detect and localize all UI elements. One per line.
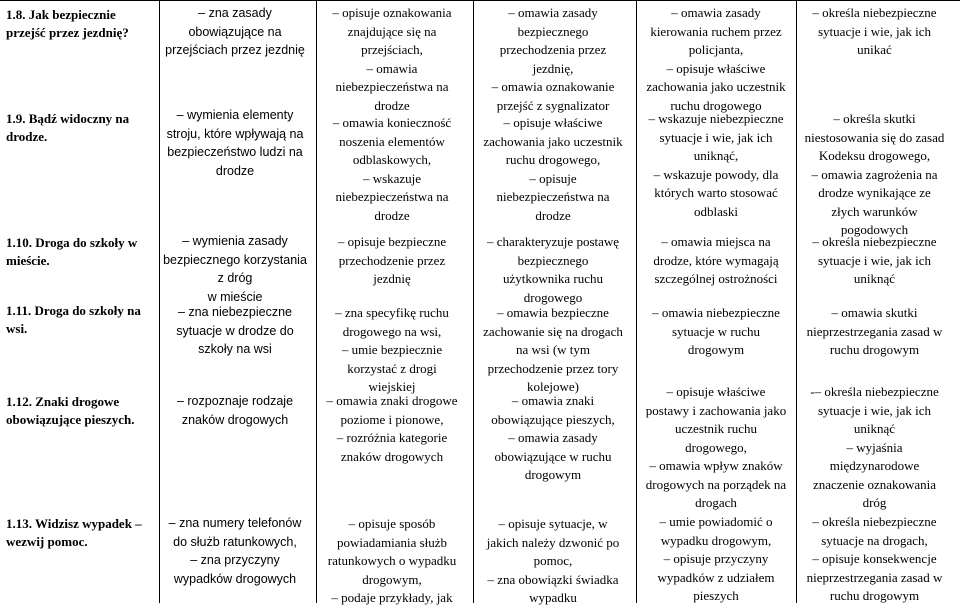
- cell-line: – omawia bezpieczne: [497, 305, 609, 320]
- cell-line: 1.11. Droga do szkoły na: [6, 303, 141, 318]
- cell-line: – opisuje właściwe: [666, 60, 766, 76]
- cell-line: sytuacje na drogach,: [821, 532, 928, 548]
- cell: [317, 4, 467, 115]
- cell-line: – zna zasady: [198, 6, 272, 20]
- cell-line: – omawia skutki: [831, 305, 918, 320]
- cell-line: jezdnię,: [532, 60, 574, 76]
- cell-line: – omawia zasady: [508, 5, 598, 20]
- cell: [797, 233, 952, 289]
- requirements-column-5: [637, 0, 796, 603]
- cell-line: drodze: [374, 207, 410, 223]
- cell-line: szczególnej ostrożności: [654, 271, 778, 286]
- cell-line: – zna obowiązki świadka: [487, 571, 619, 587]
- cell-line: międzynarodowe: [829, 458, 920, 473]
- cell-line: niebezpieczeństwa na: [496, 189, 610, 204]
- cell-line: niebezpieczeństwa na: [335, 79, 449, 94]
- cell-line: 1.12. Znaki drogowe: [6, 394, 120, 409]
- cell: [160, 392, 310, 429]
- cell-line: znaków drogowych: [340, 448, 444, 464]
- cell-line: ruchu drogowym: [829, 342, 920, 357]
- cell-line: bezpiecznego: [517, 252, 589, 268]
- cell: [637, 304, 795, 360]
- cell-line: drogowym: [687, 342, 745, 357]
- cell-line: jezdnię: [373, 271, 411, 286]
- cell-line: drogach: [695, 495, 737, 510]
- cell-line: – omawia zasady: [671, 5, 761, 20]
- cell: [474, 392, 632, 485]
- topic-1-13: [6, 515, 154, 551]
- cell-line: uczestnik ruchu: [675, 421, 757, 436]
- cell-line: sytuacje i wie, jak ich: [818, 402, 931, 418]
- cell-line: 1.13. Widzisz wypadek –: [6, 516, 142, 531]
- cell-line: kolejowe): [527, 379, 579, 394]
- cell-line: znaków drogowych: [181, 412, 289, 427]
- cell-line: – omawia niebezpieczne: [652, 305, 780, 320]
- cell: [160, 232, 310, 306]
- cell-line: – omawia zasady: [508, 430, 598, 445]
- cell-line: znajdujące się na: [347, 23, 437, 39]
- cell-line: – opisuje przyczyny: [663, 551, 769, 566]
- cell-line: przechodzenia przez: [499, 42, 607, 57]
- cell-line: wezwij pomoc.: [6, 534, 88, 549]
- cell-line: – opisuje właściwe: [503, 115, 603, 130]
- cell-line: drogowych na porządek na: [645, 476, 787, 492]
- cell-line: – omawia: [366, 60, 418, 76]
- topic-1-10: [6, 234, 154, 270]
- cell-line: – opisuje bezpieczne: [337, 234, 447, 249]
- cell: [637, 4, 795, 115]
- cell-line: drodze wynikające ze: [818, 185, 931, 200]
- cell-line: postawy i zachowania jako: [645, 402, 787, 418]
- cell-line: obowiązujące w ruchu: [494, 448, 612, 464]
- requirements-column-3: [317, 0, 473, 603]
- cell-line: wypadku drogowym,: [660, 532, 772, 548]
- cell-line: mieście.: [6, 253, 50, 268]
- cell: [317, 392, 467, 466]
- cell-line: – wskazuje niebezpieczne: [648, 111, 784, 126]
- cell: [317, 233, 467, 289]
- cell-line: – zna przyczyny: [190, 553, 280, 567]
- cell-line: uniknąć,: [693, 148, 739, 163]
- cell-line: przejść z sygnalizator: [496, 97, 610, 113]
- cell: [797, 4, 952, 60]
- cell-line: przejściach,: [361, 42, 423, 57]
- cell-line: zachowania jako uczestnik: [483, 133, 623, 149]
- cell-line: – wskazuje powody, dla: [653, 166, 779, 182]
- cell-line: na wsi (w tym: [515, 342, 591, 357]
- topic-1-12: [6, 393, 154, 429]
- cell-line: – wymienia elementy: [176, 108, 294, 122]
- cell-line: sytuacje w ruchu: [671, 323, 761, 339]
- cell-line: obowiązujące pieszych.: [6, 412, 135, 427]
- cell-line: drogowym: [524, 467, 582, 482]
- cell-line: ratunkowych o wypadku: [327, 553, 457, 568]
- cell-line: – omawia znaki: [511, 393, 595, 408]
- cell-line: – zna numery telefonów: [168, 516, 302, 530]
- cell-line: – omawia oznakowanie: [491, 79, 615, 94]
- cell-line: – opisuje właściwe: [666, 384, 766, 399]
- cell-line: z dróg: [217, 271, 253, 285]
- cell: [317, 114, 467, 225]
- cell-line: drogowego na wsi,: [342, 323, 442, 339]
- cell: [160, 514, 310, 588]
- cell-line: niestosowania się do zasad: [804, 129, 945, 145]
- cell-line: wypadków z udziałem: [657, 569, 775, 585]
- cell-line: poziome i pionowe,: [340, 411, 444, 427]
- cell-line: odblaskowych,: [352, 152, 432, 167]
- cell-line: -– określa niebezpieczne: [810, 384, 939, 399]
- cell-line: wsi.: [6, 321, 28, 336]
- cell-line: 1.10. Droga do szkoły w: [6, 235, 138, 250]
- cell: [474, 233, 632, 307]
- cell-line: ruchu drogowym: [829, 588, 920, 603]
- cell: [637, 233, 795, 289]
- cell-line: – omawia miejsca na: [661, 234, 771, 249]
- cell-line: – umie powiadomić o: [659, 514, 773, 529]
- cell-line: pomoc,: [533, 553, 573, 568]
- cell-line: – rozpoznaje rodzaje: [176, 394, 294, 408]
- cell-line: ruchu drogowego,: [505, 152, 601, 167]
- cell: [474, 114, 632, 225]
- cell: [637, 110, 795, 221]
- cell-line: – wskazuje: [362, 170, 422, 186]
- cell-line: – umie bezpiecznie: [341, 342, 443, 357]
- cell-line: bezpieczeństwo ludzi na: [167, 145, 303, 159]
- cell-line: drogowym,: [362, 571, 422, 587]
- cell-line: zachowania jako uczestnik: [646, 79, 786, 94]
- cell-line: korzystać z drogi: [347, 360, 437, 376]
- cell-line: w mieście: [207, 289, 263, 304]
- cell: [637, 513, 795, 606]
- cell: [317, 304, 467, 397]
- cell-line: drogowego: [523, 289, 583, 305]
- cell-line: ruchu drogowego: [670, 97, 762, 113]
- cell-line: stroju, które wpływają na: [166, 126, 304, 141]
- cell-line: – omawia zagrożenia na: [811, 166, 938, 182]
- cell-line: noszenia elementów: [339, 133, 445, 149]
- cell: [160, 303, 310, 359]
- cell: [474, 304, 632, 397]
- cell-line: – rozróżnia kategorie: [336, 430, 448, 445]
- cell-line: przechodzenie przez: [338, 252, 446, 268]
- cell-line: – wyjaśnia: [846, 439, 903, 455]
- cell-line: pogodowych: [840, 222, 909, 237]
- cell: [317, 515, 467, 608]
- cell-line: bezpiecznego korzystania: [163, 252, 307, 267]
- topic-1-11: [6, 302, 154, 338]
- cell-line: do służb ratunkowych,: [173, 534, 297, 549]
- cell-line: przejść przez jezdnię?: [6, 25, 129, 40]
- cell-line: złych warunków: [831, 203, 918, 219]
- cell-line: drodze: [374, 97, 410, 113]
- cell: [160, 106, 310, 180]
- cell-line: – opisuje konsekwencje: [812, 551, 937, 566]
- cell-line: sytuacje w drodze do: [176, 323, 294, 338]
- cell-line: uniknąć: [853, 421, 896, 436]
- cell-line: – opisuje: [529, 170, 577, 186]
- cell-line: kierowania ruchem przez: [650, 23, 782, 39]
- cell-line: wypadku: [529, 590, 577, 605]
- cell-line: – określa niebezpieczne: [812, 5, 937, 20]
- topics-column: [0, 0, 159, 603]
- cell: [797, 383, 952, 513]
- cell: [160, 4, 310, 60]
- cell-line: sytuacje i wie, jak ich: [818, 23, 931, 39]
- cell-line: pieszych: [693, 588, 739, 603]
- cell-line: obowiązujące na: [188, 24, 282, 39]
- cell-line: przejściach przez jezdnię: [165, 43, 305, 57]
- cell-line: nieprzestrzegania zasad w: [806, 323, 943, 339]
- cell: [637, 383, 795, 513]
- cell-line: użytkownika ruchu: [502, 271, 603, 286]
- cell-line: wypadków drogowych: [173, 571, 297, 586]
- cell-line: bezpiecznego: [517, 23, 589, 39]
- cell-line: 1.8. Jak bezpiecznie: [6, 7, 116, 22]
- cell-line: – zna niebezpieczne: [178, 305, 292, 319]
- cell-line: – określa skutki: [833, 111, 916, 126]
- cell-line: jakich należy dzwonić po: [486, 534, 620, 550]
- requirements-column-2: [160, 0, 316, 603]
- cell-line: obowiązujące pieszych,: [491, 411, 615, 427]
- cell-line: szkoły na wsi: [198, 342, 272, 356]
- cell: [797, 513, 952, 606]
- cell: [797, 110, 952, 240]
- topic-1-8: [6, 6, 154, 42]
- cell-line: – opisuje oznakowania: [332, 5, 452, 20]
- cell-line: drodze, które wymagają: [653, 252, 779, 268]
- cell-line: – opisuje sytuacje, w: [498, 516, 608, 531]
- cell-line: – określa niebezpieczne: [812, 234, 937, 249]
- cell-line: policjanta,: [688, 42, 744, 57]
- cell-line: nieprzestrzegania zasad w: [806, 569, 943, 585]
- cell-line: sytuacje i wie, jak ich: [659, 129, 773, 145]
- cell-line: przechodzenie przez tory: [487, 360, 619, 376]
- cell-line: drogowego,: [685, 439, 747, 455]
- cell-line: – podaje przykłady, jak: [331, 590, 453, 605]
- cell-line: Kodeksu drogowego,: [818, 148, 931, 163]
- cell-line: wiejskiej: [368, 379, 416, 394]
- cell: [474, 4, 632, 115]
- cell: [474, 515, 632, 608]
- cell-line: odblaski: [693, 203, 739, 219]
- cell-line: zachowanie się na drogach: [483, 323, 623, 339]
- cell-line: których warto stosować: [654, 185, 778, 200]
- cell-line: drodze: [535, 207, 571, 223]
- cell-line: sytuacje i wie, jak ich: [818, 252, 931, 268]
- cell-line: 1.9. Bądź widoczny na: [6, 111, 130, 126]
- topic-1-9: [6, 110, 154, 146]
- cell-line: drodze: [215, 163, 255, 178]
- cell-line: dróg: [862, 495, 887, 510]
- cell-line: znaczenie oznakowania: [812, 476, 937, 492]
- cell-line: – wymienia zasady: [182, 234, 288, 248]
- cell-line: unikać: [857, 42, 892, 57]
- cell-line: uniknąć: [853, 271, 896, 286]
- cell-line: – omawia wpływ znaków: [649, 458, 783, 473]
- requirements-column-4: [474, 0, 636, 603]
- cell: [797, 304, 952, 360]
- cell-line: – omawia znaki drogowe: [326, 393, 458, 408]
- cell-line: – omawia konieczność: [332, 115, 452, 130]
- cell-line: – opisuje sposób: [348, 516, 436, 531]
- cell-line: powiadamiania służb: [336, 534, 448, 550]
- requirements-column-6: [797, 0, 957, 603]
- cell-line: – charakteryzuje postawę: [486, 234, 620, 249]
- cell-line: niebezpieczeństwa na: [335, 189, 449, 204]
- cell-line: – określa niebezpieczne: [812, 514, 937, 529]
- cell-line: drodze.: [6, 129, 48, 144]
- cell-line: – zna specyfikę ruchu: [335, 305, 449, 320]
